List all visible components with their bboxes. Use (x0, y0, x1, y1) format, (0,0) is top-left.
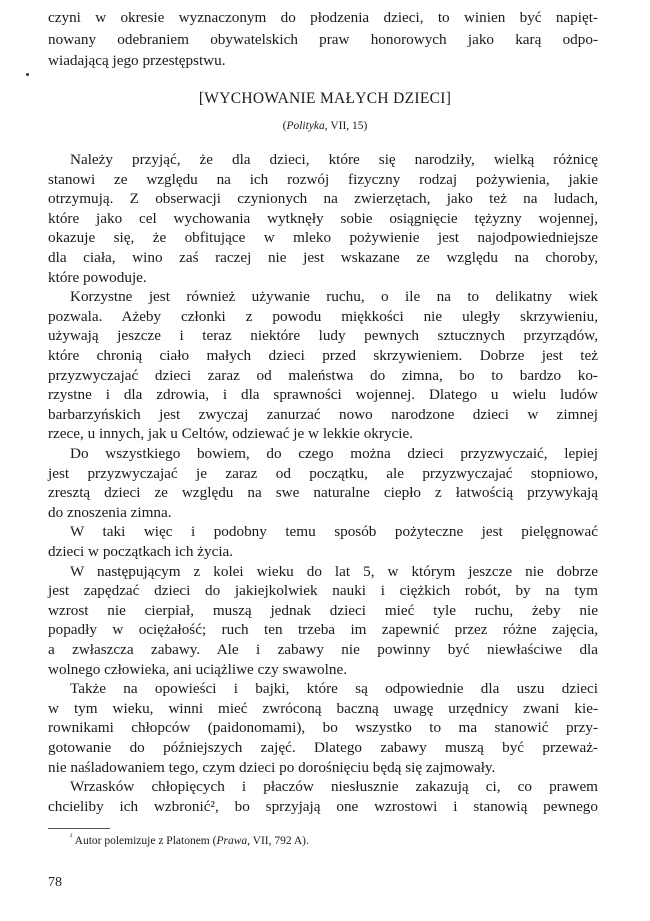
text-line: stanowi ze względu na ich rozwój fizyczny rodzaj pożywienia, jakie (48, 170, 598, 188)
scan-speck (26, 73, 29, 76)
text-line: dla ciała, wino zaś raczej nie jest wskazane ze względu na choroby, (48, 249, 598, 266)
text-line: które chronią ciało małych dzieci przed skrzywieniem. Dobrze jest też (48, 347, 598, 364)
text-line: do znoszenia zimna. (48, 503, 172, 521)
text-line: otrzymują. Z obserwacji czynionych na zwierzętach, jako też na ludach, (48, 190, 598, 208)
text-line: rownikami chłopców (paidonomami), bo wszystko to ma stanowić przy- (48, 719, 598, 737)
footnote (70, 832, 309, 847)
text-line: które powoduje. (48, 268, 147, 286)
text-line: rzystne i dla zdrowia, i dla sprawności wojennej. Dlatego u wielu ludów (48, 386, 598, 404)
text-line: a zwłaszcza zabawy. Ale i zabawy nie powinny być niewłaściwe dla (48, 641, 598, 658)
text-line: nie naśladowaniem tego, czym dzieci po dorośnięciu będą się zajmowały. (48, 758, 496, 776)
text-line: Do wszystkiego bowiem, do czego można dzieci przyzwyczaić, lepiej (70, 445, 598, 462)
text-line: używają jeszcze i teraz niektóre ludy pewnych sztucznych przyrządów, (48, 327, 598, 345)
text-line: nowany odebraniem obywatelskich praw honorowych jako karą odpo- (48, 31, 598, 48)
text-line: w tym wieku, winni mieć zwróconą baczną uwagę urzędnicy zwani kie- (48, 699, 598, 717)
section-title: [WYCHOWANIE MAŁYCH DZIECI] (198, 90, 452, 107)
text-line: okazuje się, że obfitujące w mleko pożywienie jest najodpowiedniejsze (48, 229, 598, 247)
footnote-text-before: Autor polemizuje z Platonem ( (72, 835, 217, 847)
section-source (0, 120, 650, 132)
text-line: Korzystne jest również używanie ruchu, o ile na to delikatny wiek (70, 288, 598, 306)
text-line: które jako cel wychowania wytknęły sobie osiągnięcie tężyzny wojennej, (48, 209, 598, 227)
footnote-text-after: , VII, 792 A). (247, 835, 309, 847)
source-ref: , VII, 15) (324, 120, 368, 132)
text-line: pozwala. Ażeby członki z powodu miękkości nie uległy skrzywieniu, (48, 307, 598, 325)
page-number: 78 (48, 875, 62, 890)
source-open: ( (282, 120, 287, 132)
footnote-work: Prawa (216, 835, 248, 847)
text-line: zresztą dzieci ze względu na swe naturalne ciepło z łatwością przywykają (48, 484, 598, 502)
text-line: W następującym z kolei wieku do lat 5, w którym jeszcze nie dobrze (70, 562, 598, 580)
source-work: Polityka (286, 120, 325, 132)
footnote-marker: ² (70, 832, 73, 842)
text-line: jest zapędzać dzieci do jakiejkolwiek nauki i ciężkich robót, by na tym (48, 582, 598, 600)
text-line: rzece, u innych, jak u Celtów, odziewać je w lekkie okrycie. (48, 425, 414, 443)
text-line: wiadającą jego przestępstwu. (48, 52, 226, 69)
footnote-separator (48, 828, 110, 829)
text-line: wolnego człowieka, ani uciążliwe czy swawolne. (48, 660, 347, 678)
text-line: Wrzasków chłopięcych i płaczów niesłusznie zakazują ci, co prawem (70, 778, 598, 796)
text-line: przyzwyczajać dzieci zaraz od maleństwa do zimna, bo to bardzo ko- (48, 366, 598, 384)
text-line: czyni w okresie wyznaczonym do płodzenia dzieci, to winien być napięt- (48, 9, 598, 26)
text-line: barbarzyńskich jest zwyczaj zanurzać nowo narodzone dzieci w zimnej (48, 405, 598, 423)
text-line: popadły w ociężałość; ruch ten trzeba im zapewnić przez różne zajęcia, (48, 621, 598, 639)
text-line: W taki więc i podobny temu sposób pożyteczne jest pielęgnować (70, 523, 598, 541)
text-line: dzieci w początkach ich życia. (48, 543, 234, 560)
text-line: Należy przyjąć, że dla dzieci, które się narodziły, wielką różnicę (70, 151, 598, 168)
text-line: gotowanie do późniejszych zajęć. Dlatego zabawy muszą być przeważ- (48, 739, 598, 756)
text-line: jest przyzwyczajać je zaraz od początku, ale przyzwyczajać stopniowo, (48, 464, 598, 482)
text-line: chcieliby ich wzbronić², bo sprzyjają one wzrostowi i stanowią pewnego (48, 797, 598, 815)
text-line: Także na opowieści i bajki, które są odpowiednie dla uszu dzieci (70, 680, 598, 698)
text-line: wzrost nie cierpiał, muszą jednak dzieci mieć tyle ruchu, żeby nie (48, 601, 598, 619)
